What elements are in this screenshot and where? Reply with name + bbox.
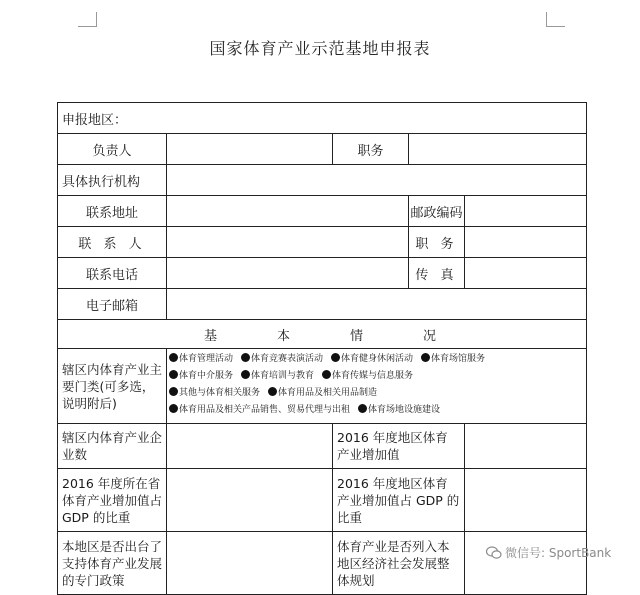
row-agency bbox=[58, 165, 587, 196]
provincial-gdp-label: 2016 年度所在省体育产业增加值占 GDP 的比重 bbox=[58, 469, 167, 532]
row-address bbox=[58, 196, 587, 227]
email-label: 电子邮箱 bbox=[58, 289, 167, 320]
regional-gdp-label: 2016 年度地区体育产业增加值占 GDP 的比重 bbox=[333, 469, 465, 532]
category-option[interactable]: 体育场地设施建设 bbox=[358, 402, 440, 419]
row-region bbox=[58, 103, 587, 134]
added-value-label: 2016 年度地区体育产业增加值 bbox=[333, 424, 465, 469]
plan-label: 体育产业是否列入本地区经济社会发展整体规划 bbox=[333, 532, 465, 595]
category-line-2 bbox=[169, 368, 584, 385]
bullet-icon bbox=[331, 353, 340, 362]
crop-mark-top-left bbox=[78, 12, 97, 27]
categories-label: 辖区内体育产业主要门类(可多选，说明附后) bbox=[58, 349, 167, 424]
enterprise-count-label: 辖区内体育产业企业数 bbox=[58, 424, 167, 469]
phone-field[interactable] bbox=[167, 258, 409, 289]
category-option[interactable]: 体育用品及相关产品销售、贸易代理与出租 bbox=[169, 402, 350, 419]
email-field[interactable] bbox=[167, 289, 587, 320]
category-line-3 bbox=[169, 385, 584, 402]
postcode-field[interactable] bbox=[465, 196, 587, 227]
bullet-icon bbox=[169, 387, 178, 396]
bullet-icon bbox=[421, 353, 430, 362]
bullet-icon bbox=[169, 370, 178, 379]
position2-label: 职 务 bbox=[409, 227, 465, 258]
row-policy bbox=[58, 532, 587, 595]
row-enterprise bbox=[58, 424, 587, 469]
category-option[interactable]: 体育培训与教育 bbox=[241, 368, 314, 385]
category-option[interactable]: 体育中介服务 bbox=[169, 368, 233, 385]
categories-options bbox=[167, 349, 587, 424]
position2-field[interactable] bbox=[465, 227, 587, 258]
position-field[interactable] bbox=[409, 134, 587, 165]
category-option[interactable]: 体育场馆服务 bbox=[421, 351, 485, 368]
bullet-icon bbox=[169, 353, 178, 362]
category-option[interactable]: 体育竞赛表演活动 bbox=[241, 351, 323, 368]
row-responsible bbox=[58, 134, 587, 165]
row-categories bbox=[58, 349, 587, 424]
policy-label: 本地区是否出台了支持体育产业发展的专门政策 bbox=[58, 532, 167, 595]
category-line-4 bbox=[169, 402, 584, 419]
responsible-label: 负责人 bbox=[58, 134, 167, 165]
address-label: 联系地址 bbox=[58, 196, 167, 227]
contact-field[interactable] bbox=[167, 227, 409, 258]
postcode-label: 邮政编码 bbox=[409, 196, 465, 227]
contact-label: 联 系 人 bbox=[58, 227, 167, 258]
wechat-watermark bbox=[486, 544, 611, 563]
category-line-1 bbox=[169, 351, 584, 368]
category-option[interactable]: 体育健身休闲活动 bbox=[331, 351, 413, 368]
watermark-text: 微信号: SportBank bbox=[505, 546, 612, 560]
basic-section-header: 基本情况 bbox=[58, 320, 587, 349]
row-email bbox=[58, 289, 587, 320]
category-option[interactable]: 体育传媒与信息服务 bbox=[322, 368, 413, 385]
responsible-field[interactable] bbox=[167, 134, 333, 165]
position-label: 职务 bbox=[333, 134, 409, 165]
row-phone bbox=[58, 258, 587, 289]
added-value-field[interactable] bbox=[465, 424, 587, 469]
address-field[interactable] bbox=[167, 196, 409, 227]
region-label: 申报地区： bbox=[58, 103, 587, 134]
bullet-icon bbox=[358, 404, 367, 413]
bullet-icon bbox=[268, 387, 277, 396]
fax-label: 传 真 bbox=[409, 258, 465, 289]
category-option[interactable]: 体育管理活动 bbox=[169, 351, 233, 368]
application-form-table bbox=[57, 102, 587, 595]
agency-field[interactable] bbox=[167, 165, 587, 196]
fax-field[interactable] bbox=[465, 258, 587, 289]
row-basic-header bbox=[58, 320, 587, 349]
phone-label: 联系电话 bbox=[58, 258, 167, 289]
enterprise-count-field[interactable] bbox=[167, 424, 333, 469]
provincial-gdp-field[interactable] bbox=[167, 469, 333, 532]
document-title: 国家体育产业示范基地申报表 bbox=[209, 39, 431, 58]
bullet-icon bbox=[169, 404, 178, 413]
policy-field[interactable] bbox=[167, 532, 333, 595]
row-gdp bbox=[58, 469, 587, 532]
wechat-icon bbox=[486, 546, 502, 563]
category-option[interactable]: 其他与体育相关服务 bbox=[169, 385, 260, 402]
bullet-icon bbox=[322, 370, 331, 379]
bullet-icon bbox=[241, 353, 250, 362]
regional-gdp-field[interactable] bbox=[465, 469, 587, 532]
row-contact bbox=[58, 227, 587, 258]
bullet-icon bbox=[241, 370, 250, 379]
category-option[interactable]: 体育用品及相关用品制造 bbox=[268, 385, 377, 402]
agency-label: 具体执行机构 bbox=[58, 165, 167, 196]
crop-mark-top-right bbox=[546, 12, 565, 27]
plan-field[interactable] bbox=[465, 532, 587, 595]
